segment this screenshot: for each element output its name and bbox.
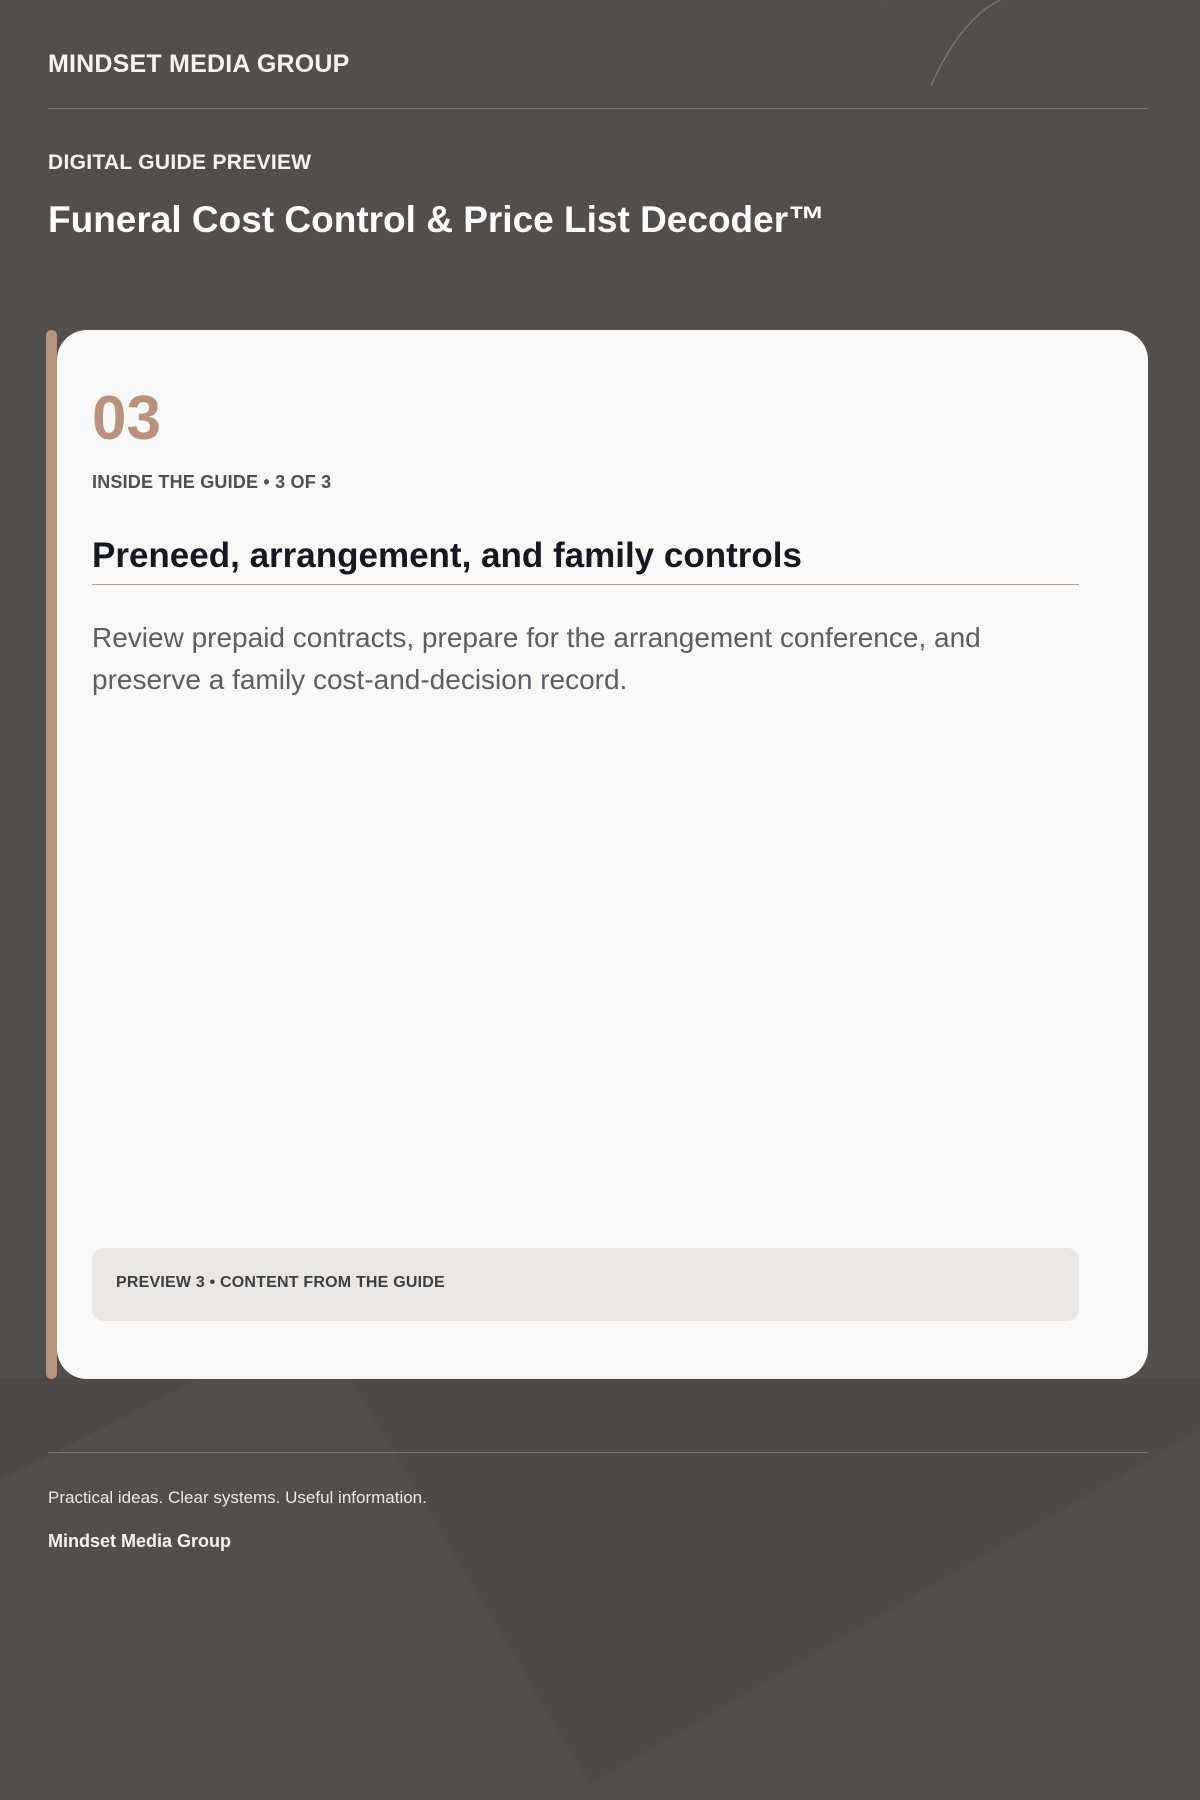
card-heading: Preneed, arrangement, and family controls [92, 536, 802, 575]
page-title: Funeral Cost Control & Price List Decoder™ [48, 199, 826, 240]
header-divider [48, 108, 1148, 109]
preview-label-box [92, 1248, 1079, 1321]
guide-preview-card [57, 330, 1148, 1379]
footer-tagline: Practical ideas. Clear systems. Useful information. [48, 1488, 427, 1507]
background-shape-left [0, 1378, 200, 1480]
card-kicker: INSIDE THE GUIDE • 3 OF 3 [92, 472, 332, 492]
background-arc-inner [931, 0, 1000, 86]
brand-name: MINDSET MEDIA GROUP [48, 50, 350, 78]
background-shape-wedge [350, 1378, 1200, 1785]
section-eyebrow: DIGITAL GUIDE PREVIEW [48, 151, 312, 174]
card-body-text: Review prepaid contracts, prepare for the arrangement conference, and preserve a family cost-and-decision record. [92, 622, 981, 695]
footer-divider [48, 1452, 1148, 1453]
card-heading-divider [92, 584, 1079, 585]
footer-brand: Mindset Media Group [48, 1531, 232, 1551]
preview-label: PREVIEW 3 • CONTENT FROM THE GUIDE [116, 1274, 445, 1291]
card-accent-bar [46, 330, 57, 1379]
card-number: 03 [92, 384, 161, 453]
